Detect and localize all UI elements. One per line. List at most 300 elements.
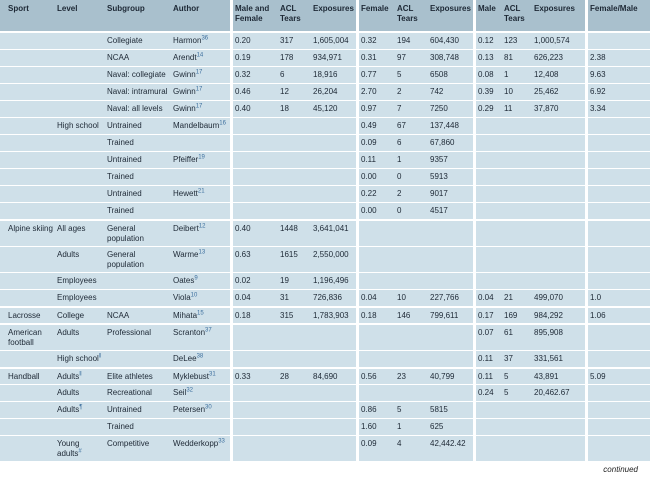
table-cell (0, 84, 55, 101)
table-cell (588, 436, 650, 462)
table-cell (588, 247, 650, 273)
table-cell: 1,605,004 (311, 33, 359, 50)
table-cell (0, 402, 55, 419)
reference-superscript: # (78, 448, 82, 455)
table-cell (588, 220, 650, 247)
reference-superscript: ¶ (79, 404, 83, 411)
table-cell: 0.11 (476, 351, 502, 368)
table-cell (476, 169, 502, 186)
table-cell (311, 169, 359, 186)
table-cell: Untrained (105, 186, 171, 203)
table-cell: 67,860 (428, 135, 476, 152)
table-cell (105, 290, 171, 307)
table-cell: Naval: intramural (105, 84, 171, 101)
table-cell (0, 273, 55, 290)
table-cell: 19 (278, 273, 311, 290)
table-cell (278, 402, 311, 419)
table-cell: Mandelbaum$^{16}$ (171, 118, 233, 135)
table-cell (395, 351, 428, 368)
table-row (0, 67, 650, 84)
table-row (0, 169, 650, 186)
table-cell (55, 186, 105, 203)
table-cell: Adults (55, 247, 105, 273)
table-cell (311, 419, 359, 436)
table-cell: 123 (502, 33, 532, 50)
table-cell (311, 436, 359, 462)
table-cell: 1.06 (588, 307, 650, 324)
table-cell (0, 186, 55, 203)
table-cell (395, 220, 428, 247)
table-cell: 0.02 (233, 273, 278, 290)
table-row (0, 101, 650, 118)
table-cell: Viola$^{10}$ (171, 290, 233, 307)
reference-superscript: 15 (197, 310, 204, 317)
table-cell (278, 186, 311, 203)
table-cell: 97 (395, 50, 428, 67)
table-cell: 21 (502, 290, 532, 307)
table-cell: 6 (278, 67, 311, 84)
reference-superscript: 21 (197, 188, 205, 195)
table-cell (588, 33, 650, 50)
table-cell: 0.46 (233, 84, 278, 101)
table-cell: 0.86 (359, 402, 395, 419)
column-header: Male and Female (233, 0, 278, 33)
table-cell: 499,070 (532, 290, 588, 307)
table-cell: Arendt$^{14}$ (171, 50, 233, 67)
table-cell (55, 67, 105, 84)
reference-superscript: ‖ (79, 371, 82, 378)
table-cell: All ages (55, 220, 105, 247)
table-cell: 0.32 (359, 33, 395, 50)
table-cell (588, 385, 650, 402)
table-cell: 4 (395, 436, 428, 462)
table-cell: 0 (395, 203, 428, 220)
table-cell: NCAA (105, 307, 171, 324)
table-cell (588, 402, 650, 419)
table-cell: 194 (395, 33, 428, 50)
table-cell: Warme$^{13}$ (171, 247, 233, 273)
table-cell (233, 186, 278, 203)
table-cell (0, 351, 55, 368)
column-header: ACL Tears (278, 0, 311, 33)
table-cell: American football (0, 324, 55, 351)
table-cell (55, 135, 105, 152)
table-row (0, 220, 650, 247)
table-cell: 1.60 (359, 419, 395, 436)
table-cell: Recreational (105, 385, 171, 402)
table-cell: Collegiate (105, 33, 171, 50)
table-cell: 45,120 (311, 101, 359, 118)
table-cell: Wedderkopp$^{33}$ (171, 436, 233, 462)
column-header: ACL Tears (502, 0, 532, 33)
table-cell (0, 169, 55, 186)
table-cell (476, 220, 502, 247)
table-row (0, 385, 650, 402)
table-cell (311, 402, 359, 419)
table-cell: Lacrosse (0, 307, 55, 324)
table-cell: 25,462 (532, 84, 588, 101)
table-cell: 2.38 (588, 50, 650, 67)
table-cell (233, 385, 278, 402)
table-cell (171, 135, 233, 152)
table-cell (311, 152, 359, 169)
table-cell: Adults‖ (55, 368, 105, 385)
table-cell: 0.04 (233, 290, 278, 307)
table-cell (502, 118, 532, 135)
reference-superscript: 17 (195, 103, 203, 110)
table-cell (0, 101, 55, 118)
table-cell: 81 (502, 50, 532, 67)
table-cell (588, 118, 650, 135)
table-cell: 895,908 (532, 324, 588, 351)
reference-superscript: 14 (196, 52, 204, 59)
table-cell: Scranton$^{37}$ (171, 324, 233, 351)
table-cell: 0.11 (476, 368, 502, 385)
table-cell (395, 385, 428, 402)
reference-superscript: 16 (219, 120, 226, 127)
table-cell (588, 152, 650, 169)
table-cell (233, 203, 278, 220)
table-cell (359, 247, 395, 273)
table-cell (532, 402, 588, 419)
table-cell: 308,748 (428, 50, 476, 67)
column-header: Sport (0, 0, 55, 33)
table-cell (428, 247, 476, 273)
table-cell: 3,641,041 (311, 220, 359, 247)
table-cell: 0.04 (359, 290, 395, 307)
table-cell: 2,550,000 (311, 247, 359, 273)
table-cell (532, 118, 588, 135)
table-cell (311, 118, 359, 135)
reference-superscript: 36 (201, 35, 209, 42)
column-header: Exposures (532, 0, 588, 33)
table-cell: 1,000,574 (532, 33, 588, 50)
table-cell: 5 (395, 67, 428, 84)
table-cell: 317 (278, 33, 311, 50)
table-cell (588, 203, 650, 220)
table-cell: 227,766 (428, 290, 476, 307)
table-cell (233, 436, 278, 462)
table-cell (278, 351, 311, 368)
table-cell: 9357 (428, 152, 476, 169)
table-cell: 7 (395, 101, 428, 118)
table-cell: 0.18 (359, 307, 395, 324)
table-cell: Adults (55, 385, 105, 402)
table-cell: 742 (428, 84, 476, 101)
table-cell: Gwinn$^{17}$ (171, 84, 233, 101)
table-cell: NCAA (105, 50, 171, 67)
table-cell (532, 247, 588, 273)
table-cell: 0.31 (359, 50, 395, 67)
table-row (0, 290, 650, 307)
table-cell (278, 203, 311, 220)
table-cell (502, 186, 532, 203)
table-cell (0, 436, 55, 462)
table-row (0, 186, 650, 203)
table-cell (171, 419, 233, 436)
table-cell: Professional (105, 324, 171, 351)
table-cell: High school‖ (55, 351, 105, 368)
table-cell: Trained (105, 203, 171, 220)
table-cell: 84,690 (311, 368, 359, 385)
table-cell (428, 351, 476, 368)
table-cell (588, 419, 650, 436)
table-cell (311, 186, 359, 203)
table-cell: 0.77 (359, 67, 395, 84)
table-body (0, 33, 650, 462)
table-cell (0, 135, 55, 152)
table-cell (428, 385, 476, 402)
table-cell: 0.17 (476, 307, 502, 324)
table-cell: 0.32 (233, 67, 278, 84)
table-cell (0, 203, 55, 220)
table-cell: 11 (502, 101, 532, 118)
table-cell: 0.56 (359, 368, 395, 385)
table-cell: 6508 (428, 67, 476, 84)
table-cell: 0.19 (233, 50, 278, 67)
table-cell (588, 273, 650, 290)
table-cell: 0.12 (476, 33, 502, 50)
table-cell (476, 118, 502, 135)
table-cell (105, 273, 171, 290)
table-cell: 799,611 (428, 307, 476, 324)
table-cell: 0.09 (359, 436, 395, 462)
table-cell: 0 (395, 169, 428, 186)
table-cell: 0.04 (476, 290, 502, 307)
table-cell: 178 (278, 50, 311, 67)
table-cell (532, 419, 588, 436)
table-cell (55, 101, 105, 118)
table-cell (476, 436, 502, 462)
table-cell (359, 273, 395, 290)
table-cell: 0.97 (359, 101, 395, 118)
reference-superscript: 32 (186, 387, 194, 394)
reference-superscript: 17 (195, 86, 203, 93)
table-cell: Adults (55, 324, 105, 351)
table-cell: 5815 (428, 402, 476, 419)
table-cell (0, 419, 55, 436)
table-cell: Competitive (105, 436, 171, 462)
table-cell: 12,408 (532, 67, 588, 84)
table-cell (502, 419, 532, 436)
table-cell: Deibert$^{12}$ (171, 220, 233, 247)
table-cell (311, 135, 359, 152)
table-cell: Mihata$^{15}$ (171, 307, 233, 324)
table-cell: Oates$^9$ (171, 273, 233, 290)
table-cell (428, 273, 476, 290)
table-cell: 18,916 (311, 67, 359, 84)
table-row (0, 135, 650, 152)
table-cell (502, 436, 532, 462)
table-cell: 67 (395, 118, 428, 135)
table-cell: 1 (395, 152, 428, 169)
table-row (0, 50, 650, 67)
table-row (0, 152, 650, 169)
table-row (0, 203, 650, 220)
table-cell (588, 186, 650, 203)
table-row (0, 33, 650, 50)
table-cell: 0.24 (476, 385, 502, 402)
table-cell: 5 (502, 368, 532, 385)
table-cell: Alpine skiing (0, 220, 55, 247)
table-cell: Handball (0, 368, 55, 385)
table-cell (233, 169, 278, 186)
table-header (0, 0, 650, 33)
table-cell: 10 (502, 84, 532, 101)
table-cell (428, 324, 476, 351)
column-header: ACL Tears (395, 0, 428, 33)
table-cell: 7250 (428, 101, 476, 118)
reference-superscript: 30 (205, 404, 212, 411)
table-cell (0, 33, 55, 50)
table-cell: Employees (55, 290, 105, 307)
table-cell: 315 (278, 307, 311, 324)
table-cell (311, 351, 359, 368)
table-row (0, 324, 650, 351)
table-cell: 2.70 (359, 84, 395, 101)
table-cell: 10 (395, 290, 428, 307)
table-cell: 625 (428, 419, 476, 436)
table-cell: 0.49 (359, 118, 395, 135)
table-cell (588, 324, 650, 351)
table-cell (278, 152, 311, 169)
table-cell (171, 169, 233, 186)
table-cell (359, 220, 395, 247)
table-cell: General population (105, 247, 171, 273)
table-cell (532, 203, 588, 220)
column-header: Level (55, 0, 105, 33)
table-cell: 37,870 (532, 101, 588, 118)
table-cell (502, 402, 532, 419)
table-cell (359, 324, 395, 351)
table-cell: 6.92 (588, 84, 650, 101)
table-cell: DeLee$^{38}$ (171, 351, 233, 368)
table-cell: 1 (395, 419, 428, 436)
table-row (0, 402, 650, 419)
table-cell: General population (105, 220, 171, 247)
continued-label: continued (603, 465, 638, 474)
table-cell (395, 247, 428, 273)
table-cell (233, 402, 278, 419)
column-header: Female/Male (588, 0, 650, 33)
table-cell: 626,223 (532, 50, 588, 67)
table-cell (359, 351, 395, 368)
table-cell: 0.29 (476, 101, 502, 118)
table-row (0, 247, 650, 273)
table-cell: 28 (278, 368, 311, 385)
table-cell (588, 135, 650, 152)
table-cell: 12 (278, 84, 311, 101)
table-cell (476, 419, 502, 436)
table-row (0, 351, 650, 368)
table-cell: 4517 (428, 203, 476, 220)
column-header: Exposures (428, 0, 476, 33)
table-cell: College (55, 307, 105, 324)
table-cell: 1615 (278, 247, 311, 273)
table-cell: 1 (502, 67, 532, 84)
table-cell: 1,783,903 (311, 307, 359, 324)
table-cell (278, 324, 311, 351)
table-cell (476, 152, 502, 169)
table-cell: Trained (105, 419, 171, 436)
table-cell (171, 203, 233, 220)
table-cell: 18 (278, 101, 311, 118)
table-cell (0, 67, 55, 84)
table-cell: 37 (502, 351, 532, 368)
table-cell: 5913 (428, 169, 476, 186)
table-cell (278, 118, 311, 135)
table-cell (359, 385, 395, 402)
table-cell: 9017 (428, 186, 476, 203)
reference-superscript: 13 (198, 249, 206, 256)
table-cell (0, 385, 55, 402)
table-cell: 5.09 (588, 368, 650, 385)
table-cell: 0.39 (476, 84, 502, 101)
table-cell (502, 220, 532, 247)
table-row (0, 273, 650, 290)
table-cell: Trained (105, 169, 171, 186)
table-cell: 20,462.67 (532, 385, 588, 402)
table-cell (532, 436, 588, 462)
table-cell (532, 169, 588, 186)
reference-superscript: 38 (196, 353, 204, 360)
table-cell: 0.63 (233, 247, 278, 273)
table-cell (428, 220, 476, 247)
table-cell: Gwinn$^{17}$ (171, 67, 233, 84)
table-cell (0, 152, 55, 169)
table-cell (588, 169, 650, 186)
table-cell (476, 247, 502, 273)
table-cell: 0.00 (359, 203, 395, 220)
table-cell (311, 324, 359, 351)
table-cell (233, 152, 278, 169)
table-cell (55, 169, 105, 186)
table-cell (55, 84, 105, 101)
table-cell (532, 135, 588, 152)
header-row (0, 0, 650, 33)
table-cell: 3.34 (588, 101, 650, 118)
table-cell: 0.22 (359, 186, 395, 203)
table-cell (0, 290, 55, 307)
table-cell: Hewett$^{21}$ (171, 186, 233, 203)
table-cell (55, 152, 105, 169)
table-cell: 0.07 (476, 324, 502, 351)
column-header: Exposures (311, 0, 359, 33)
table-cell (502, 203, 532, 220)
table-cell: Gwinn$^{17}$ (171, 101, 233, 118)
table-cell: Untrained (105, 152, 171, 169)
column-header: Subgroup (105, 0, 171, 33)
table-cell: 61 (502, 324, 532, 351)
table-cell (55, 50, 105, 67)
table-cell (55, 203, 105, 220)
table-cell (476, 273, 502, 290)
table-cell: 2 (395, 186, 428, 203)
table-cell: Petersen$^{30}$ (171, 402, 233, 419)
table-cell: 1.0 (588, 290, 650, 307)
table-row (0, 84, 650, 101)
table-cell: 331,561 (532, 351, 588, 368)
table-cell (395, 324, 428, 351)
table-cell: 169 (502, 307, 532, 324)
table-cell (278, 385, 311, 402)
table-cell: Seil$^{32}$ (171, 385, 233, 402)
table-cell (0, 247, 55, 273)
table-cell: Harmon$^{36}$ (171, 33, 233, 50)
table-cell (476, 135, 502, 152)
table-cell (502, 152, 532, 169)
table-cell: 31 (278, 290, 311, 307)
